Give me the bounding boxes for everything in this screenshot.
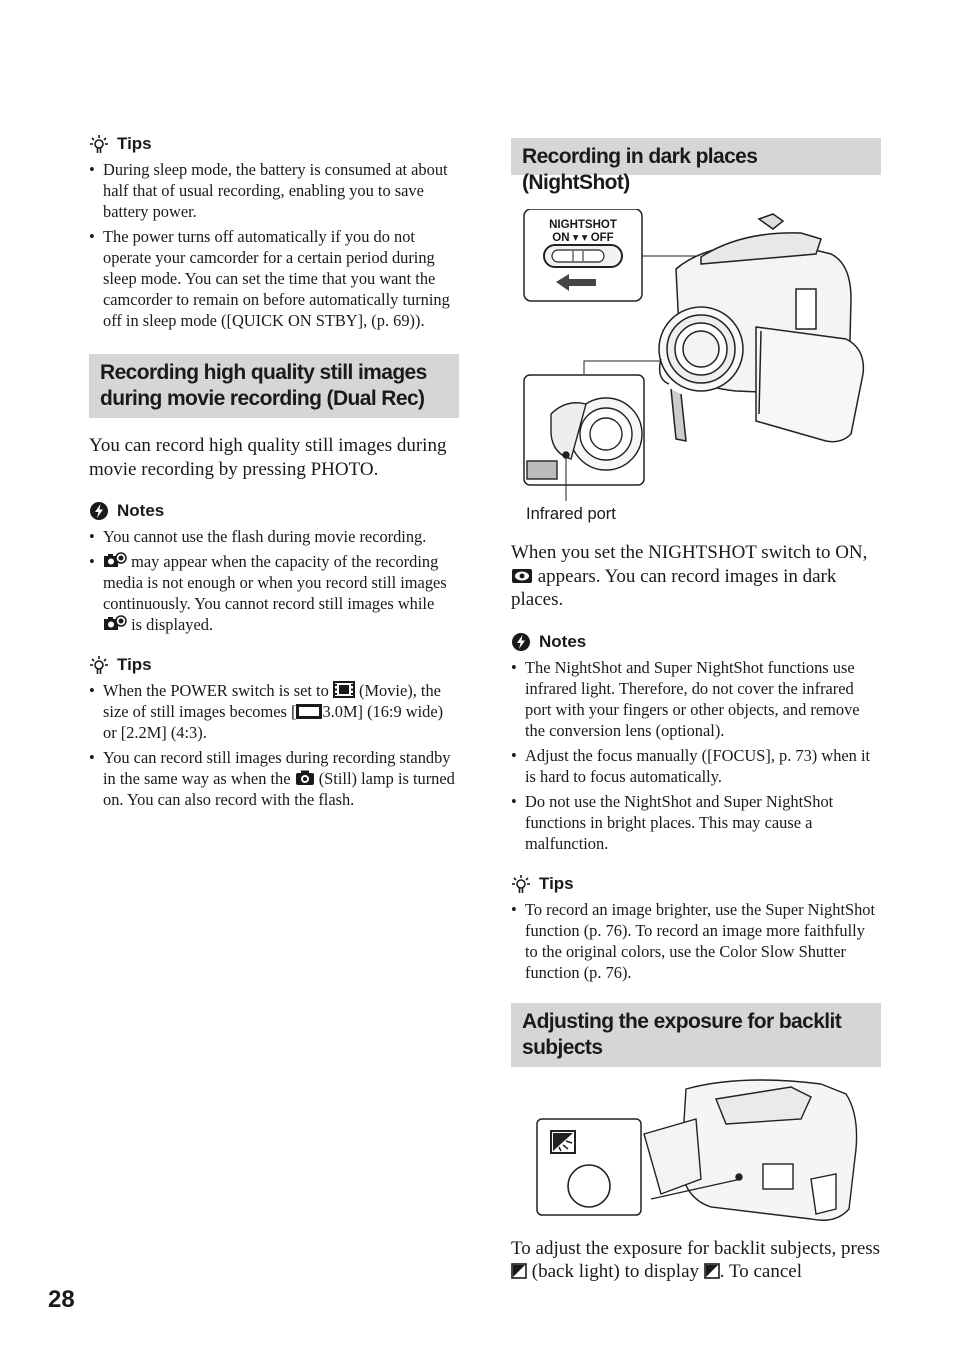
movie-icon [333, 681, 355, 698]
list-item: • You cannot use the flash during movie recording. [89, 526, 459, 547]
list-item: • During sleep mode, the battery is consumed at about half that of usual recording, enabling you to save battery power. [89, 159, 459, 222]
nightshot-heading: Recording in dark places (NightShot) [511, 138, 881, 175]
lightbulb-icon [511, 874, 531, 894]
tips-list [511, 899, 881, 983]
backlight-body: To adjust the exposure for backlit subjects, press (back light) to display . To cancel [511, 1237, 881, 1282]
notes-icon [89, 501, 109, 521]
page-number: 28 [48, 1286, 75, 1313]
camera-icon [295, 769, 315, 786]
infrared-port-caption: Infrared port [526, 505, 616, 523]
switch-label: NIGHTSHOT ON ▾ ▾ OFF [549, 219, 617, 244]
notes-title: Notes [117, 501, 165, 520]
lightbulb-icon [89, 655, 109, 675]
backlight-heading: Adjusting the exposure for backlit subjects [511, 1003, 881, 1067]
nightshot-figure [511, 209, 881, 539]
tips-title: Tips [539, 873, 574, 893]
nightshot-body: When you set the NIGHTSHOT switch to ON, appears. You can record images in dark places. [511, 542, 868, 610]
dual-rec-icon [103, 614, 127, 632]
tips-heading [511, 874, 881, 894]
list-item: • To record an image brighter, use the Super NightShot function (p. 76). To record an image more faithfully to the original colors, use the Color Slow Shutter function (p. 76). [511, 899, 881, 983]
tips-heading [89, 655, 459, 675]
notes-icon [511, 632, 531, 652]
backlight-figure [511, 1079, 881, 1229]
notes-heading [511, 632, 881, 652]
list-item: • Do not use the NightShot and Super NightShot functions in bright places. This may cause a malfunction. [511, 791, 881, 854]
tips-list [89, 159, 459, 331]
tips-title: Tips [117, 134, 152, 153]
nightshot-illustration [511, 209, 881, 509]
list-item: • may appear when the capacity of the recording media is not enough or when you record still images continuously. You cannot record still images while is displayed. [89, 551, 459, 635]
list-item: • When the POWER switch is set to (Movie), the size of still images becomes [ 3.0M] (16:9 wide) or [2.2M] (4:3). [89, 680, 459, 743]
list-item: • You can record still images during recording standby in the same way as when the (Still) lamp is turned on. You can also record with the flash. [89, 747, 459, 810]
tips-heading [89, 134, 459, 154]
camcorder-illustration [644, 1080, 857, 1220]
dual-rec-heading: Recording high quality still images during movie recording (Dual Rec) [89, 354, 459, 418]
notes-title: Notes [539, 631, 587, 651]
tips-title: Tips [117, 655, 152, 674]
list-item: • The power turns off automatically if you do not operate your camcorder for a certain period during sleep mode. You can set the time that you want the camcorder to remain on before automatically turning off in sleep mode ([QUICK ON STBY], (p. 69)). [89, 226, 459, 331]
left-column [89, 134, 459, 814]
notes-heading [89, 501, 459, 521]
right-column [511, 138, 881, 1284]
backlight-icon [704, 1263, 720, 1279]
list-item: • The NightShot and Super NightShot functions use infrared light. Therefore, do not cover the infrared port with your fingers or other objects, and remove the conversion lens (optional). [511, 657, 881, 741]
backlight-illustration [511, 1079, 881, 1229]
wide-aspect-icon [296, 704, 322, 719]
lightbulb-icon [89, 134, 109, 154]
dual-rec-body: You can record high quality still images during movie recording by pressing PHOTO. [89, 435, 447, 480]
camcorder-illustration [659, 214, 863, 442]
tips-list [89, 680, 459, 810]
backlight-icon [511, 1263, 527, 1279]
list-item: • Adjust the focus manually ([FOCUS], p. 73) when it is hard to focus automatically. [511, 745, 881, 787]
notes-list [89, 526, 459, 635]
dual-rec-icon [103, 551, 127, 569]
notes-list [511, 657, 881, 854]
nightshot-indicator-icon [511, 568, 533, 584]
